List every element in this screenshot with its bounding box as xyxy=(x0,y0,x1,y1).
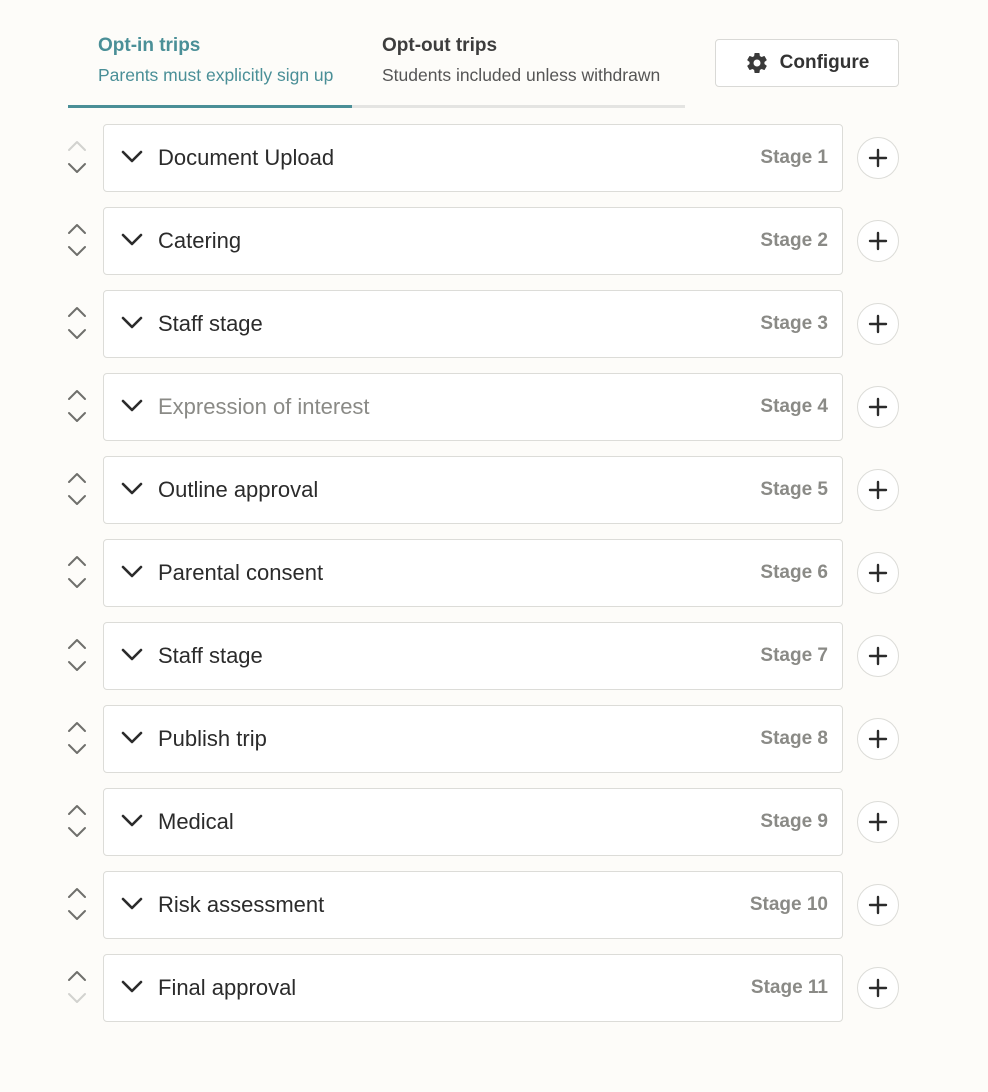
plus-icon xyxy=(868,314,888,334)
move-up-button[interactable] xyxy=(67,886,87,900)
gear-icon xyxy=(745,51,769,75)
expand-chevron-icon[interactable] xyxy=(120,564,144,580)
chevron-down-icon xyxy=(67,742,87,756)
add-stage-button[interactable] xyxy=(857,469,899,511)
stage-card[interactable] xyxy=(103,539,843,607)
stage-row xyxy=(0,622,988,690)
stage-card[interactable] xyxy=(103,622,843,690)
stage-number: Stage 2 xyxy=(760,230,828,251)
reorder-controls xyxy=(64,802,90,842)
plus-icon xyxy=(868,148,888,168)
reorder-controls xyxy=(64,885,90,925)
chevron-up-icon xyxy=(67,139,87,153)
stage-number: Stage 3 xyxy=(760,313,828,334)
configure-label: Configure xyxy=(779,52,870,73)
stage-number: Stage 4 xyxy=(760,396,828,417)
move-down-button[interactable] xyxy=(67,410,87,424)
chevron-down-icon xyxy=(67,576,87,590)
chevron-down-icon xyxy=(67,493,87,507)
expand-chevron-icon[interactable] xyxy=(120,149,144,165)
stage-row xyxy=(0,788,988,856)
stage-card[interactable] xyxy=(103,207,843,275)
reorder-controls xyxy=(64,387,90,427)
move-up-button[interactable] xyxy=(67,471,87,485)
add-stage-button[interactable] xyxy=(857,635,899,677)
chevron-down-icon xyxy=(67,659,87,673)
stage-name: Final approval xyxy=(158,975,297,1000)
move-up-button[interactable] xyxy=(67,554,87,568)
expand-chevron-icon[interactable] xyxy=(120,481,144,497)
stage-row xyxy=(0,705,988,773)
expand-chevron-icon[interactable] xyxy=(120,398,144,414)
stage-row xyxy=(0,954,988,1022)
stage-number: Stage 10 xyxy=(749,894,828,915)
stage-row xyxy=(0,207,988,275)
chevron-up-icon xyxy=(67,305,87,319)
chevron-down-icon xyxy=(67,825,87,839)
stage-name: Medical xyxy=(158,809,234,834)
stage-row xyxy=(0,456,988,524)
stage-number: Stage 5 xyxy=(760,479,828,500)
reorder-controls xyxy=(64,138,90,178)
stage-card[interactable] xyxy=(103,290,843,358)
reorder-controls xyxy=(64,719,90,759)
stage-name: Expression of interest xyxy=(158,394,370,419)
move-down-button[interactable] xyxy=(67,742,87,756)
add-stage-button[interactable] xyxy=(857,303,899,345)
add-stage-button[interactable] xyxy=(857,801,899,843)
tab-subtitle: Students included unless withdrawn xyxy=(382,65,661,85)
chevron-up-icon xyxy=(67,803,87,817)
stage-name: Outline approval xyxy=(158,477,319,502)
stage-row xyxy=(0,373,988,441)
stage-name: Document Upload xyxy=(158,145,335,170)
chevron-down-icon xyxy=(67,161,87,175)
stage-card[interactable] xyxy=(103,373,843,441)
chevron-up-icon xyxy=(67,720,87,734)
chevron-up-icon xyxy=(67,554,87,568)
stage-number: Stage 6 xyxy=(760,562,828,583)
stage-name: Parental consent xyxy=(158,560,324,585)
tab-title: Opt-out trips xyxy=(382,35,498,56)
move-down-button[interactable] xyxy=(67,659,87,673)
move-up-button[interactable] xyxy=(67,305,87,319)
stage-number: Stage 9 xyxy=(760,811,828,832)
tab-title: Opt-in trips xyxy=(98,35,201,56)
move-up-button[interactable] xyxy=(67,388,87,402)
expand-chevron-icon[interactable] xyxy=(120,315,144,331)
move-up-button[interactable] xyxy=(67,969,87,983)
move-up-button xyxy=(67,139,87,153)
configure-button[interactable] xyxy=(715,39,899,87)
plus-icon xyxy=(868,397,888,417)
plus-icon xyxy=(868,480,888,500)
move-down-button[interactable] xyxy=(67,493,87,507)
chevron-down-icon xyxy=(67,327,87,341)
reorder-controls xyxy=(64,968,90,1008)
tab-opt-in-trips[interactable] xyxy=(68,30,352,108)
chevron-up-icon xyxy=(67,969,87,983)
reorder-controls xyxy=(64,470,90,510)
move-down-button xyxy=(67,991,87,1005)
tab-subtitle: Parents must explicitly sign up xyxy=(98,65,334,85)
expand-chevron-icon[interactable] xyxy=(120,813,144,829)
stage-card[interactable] xyxy=(103,456,843,524)
move-up-button[interactable] xyxy=(67,222,87,236)
reorder-controls xyxy=(64,221,90,261)
plus-icon xyxy=(868,812,888,832)
stage-card[interactable] xyxy=(103,871,843,939)
stage-card[interactable] xyxy=(103,705,843,773)
move-down-button[interactable] xyxy=(67,825,87,839)
stage-card[interactable] xyxy=(103,954,843,1022)
expand-chevron-icon[interactable] xyxy=(120,896,144,912)
reorder-controls xyxy=(64,636,90,676)
stage-name: Staff stage xyxy=(158,643,263,668)
move-down-button[interactable] xyxy=(67,327,87,341)
add-stage-button[interactable] xyxy=(857,552,899,594)
reorder-controls xyxy=(64,553,90,593)
expand-chevron-icon[interactable] xyxy=(120,979,144,995)
plus-icon xyxy=(868,978,888,998)
expand-chevron-icon[interactable] xyxy=(120,232,144,248)
add-stage-button[interactable] xyxy=(857,718,899,760)
stage-name: Publish trip xyxy=(158,726,267,751)
chevron-up-icon xyxy=(67,222,87,236)
expand-chevron-icon[interactable] xyxy=(120,647,144,663)
chevron-up-icon xyxy=(67,637,87,651)
chevron-up-icon xyxy=(67,886,87,900)
chevron-down-icon xyxy=(67,908,87,922)
plus-icon xyxy=(868,231,888,251)
plus-icon xyxy=(868,646,888,666)
chevron-down-icon xyxy=(67,410,87,424)
move-down-button[interactable] xyxy=(67,576,87,590)
move-down-button[interactable] xyxy=(67,244,87,258)
expand-chevron-icon[interactable] xyxy=(120,730,144,746)
plus-icon xyxy=(868,895,888,915)
stage-name: Risk assessment xyxy=(158,892,325,917)
stage-number: Stage 7 xyxy=(760,645,828,666)
stage-row xyxy=(0,871,988,939)
stage-row xyxy=(0,539,988,607)
move-up-button[interactable] xyxy=(67,637,87,651)
move-down-button[interactable] xyxy=(67,908,87,922)
plus-icon xyxy=(868,563,888,583)
move-up-button[interactable] xyxy=(67,720,87,734)
stage-number: Stage 8 xyxy=(760,728,828,749)
stage-number: Stage 1 xyxy=(760,147,828,168)
stage-row xyxy=(0,124,988,192)
add-stage-button[interactable] xyxy=(857,220,899,262)
stage-row xyxy=(0,290,988,358)
trip-type-tabs xyxy=(68,30,685,108)
add-stage-button[interactable] xyxy=(857,386,899,428)
chevron-down-icon xyxy=(67,991,87,1005)
chevron-up-icon xyxy=(67,388,87,402)
add-stage-button[interactable] xyxy=(857,137,899,179)
move-up-button[interactable] xyxy=(67,803,87,817)
active-tab-indicator xyxy=(68,105,352,108)
reorder-controls xyxy=(64,304,90,344)
stage-card[interactable] xyxy=(103,788,843,856)
chevron-down-icon xyxy=(67,244,87,258)
plus-icon xyxy=(868,729,888,749)
stage-number: Stage 11 xyxy=(750,977,828,998)
stage-name: Catering xyxy=(158,228,242,253)
add-stage-button[interactable] xyxy=(857,967,899,1009)
stage-name: Staff stage xyxy=(158,311,263,336)
chevron-up-icon xyxy=(67,471,87,485)
move-down-button[interactable] xyxy=(67,161,87,175)
tab-opt-out-trips[interactable] xyxy=(352,30,685,108)
add-stage-button[interactable] xyxy=(857,884,899,926)
stage-card[interactable] xyxy=(103,124,843,192)
